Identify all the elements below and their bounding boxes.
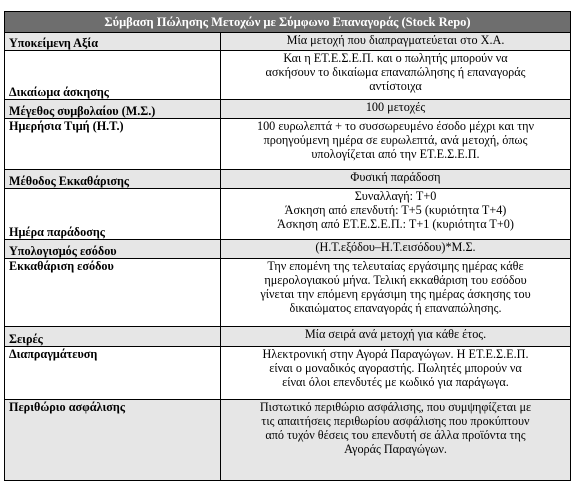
table-row bbox=[5, 100, 571, 118]
table-row bbox=[5, 240, 571, 258]
row-label-underlying: Υποκείμενη Αξία bbox=[5, 32, 221, 50]
row-value-income-calc bbox=[221, 240, 571, 258]
value-line: Μία μετοχή που διαπραγματεύεται στο Χ.Α. bbox=[286, 32, 505, 47]
value-line: (Η.Τ.εξόδου–Η.Τ.εισόδου)*Μ.Σ. bbox=[315, 240, 476, 255]
value-line: είναι ο μοναδικός αγοραστής. Πωλητές μπορούν να bbox=[269, 361, 522, 376]
row-label-contract-size: Μέγεθος συμβολαίου (Μ.Σ.) bbox=[5, 100, 221, 118]
row-value-series bbox=[221, 327, 571, 347]
row-label-margin: Περιθώριο ασφάλισης bbox=[5, 400, 221, 481]
row-label-settlement-method: Μέθοδος Εκκαθάρισης bbox=[5, 169, 221, 189]
value-line: γίνεται την επόμενη εργάσιμη της ημέρας άσκησης του bbox=[260, 286, 531, 301]
value-line: Μία σειρά ανά μετοχή για κάθε έτος. bbox=[304, 327, 487, 342]
table-row bbox=[5, 169, 571, 189]
value-line: από τυχόν θέσεις του επενδυτή σε άλλα προϊόντα της bbox=[265, 428, 526, 443]
value-line: ημερολογιακού μήνα. Τελική εκκαθάριση του εσόδου bbox=[264, 272, 527, 287]
value-line: δικαιώματος επαναγοράς ή επαναπώλησης. bbox=[289, 300, 502, 315]
row-value-delivery-day bbox=[221, 189, 571, 240]
row-label-delivery-day: Ημέρα παράδοσης bbox=[5, 189, 221, 240]
value-line: Συναλλαγή: Τ+0 bbox=[354, 189, 437, 204]
value-line: Άσκηση από επενδυτή: Τ+5 (κυριότητα Τ+4) bbox=[284, 203, 507, 218]
row-value-contract-size bbox=[221, 100, 571, 118]
row-value-daily-price bbox=[221, 118, 571, 169]
row-label-series: Σειρές bbox=[5, 327, 221, 347]
value-line: προηγούμενη ημέρα σε ευρωλεπτά, ανά μετοχή, όπως bbox=[263, 132, 528, 147]
row-value-trading bbox=[221, 347, 571, 400]
table-row bbox=[5, 32, 571, 50]
value-line: Ηλεκτρονική στην Αγορά Παραγώγων. Η ΕΤ.Ε.Σ.Ε.Π. bbox=[262, 347, 529, 362]
table-row bbox=[5, 400, 571, 481]
value-line: υπολογίζεται από την ΕΤ.Ε.Σ.Ε.Π. bbox=[311, 146, 480, 161]
table-title: Σύμβαση Πώλησης Μετοχών με Σύμφωνο Επαναγοράς (Stock Repo) bbox=[5, 12, 571, 33]
row-value-income-settlement bbox=[221, 258, 571, 327]
value-line: τις απαιτήσεις περιθωρίου ασφάλισης που προκύπτουν bbox=[261, 414, 530, 429]
row-value-exercise-right bbox=[221, 51, 571, 100]
value-line: Την επομένη της τελευταίας εργάσιμης ημέρας κάθε bbox=[267, 258, 524, 273]
row-label-daily-price: Ημερήσια Τιμή (Η.Τ.) bbox=[5, 118, 221, 169]
row-label-exercise-right: Δικαίωμα άσκησης bbox=[5, 51, 221, 100]
stock-repo-spec-table bbox=[4, 11, 571, 481]
value-line: 100 μετοχές bbox=[365, 100, 426, 115]
row-value-margin bbox=[221, 400, 571, 481]
value-line: Άσκηση από ΕΤ.Ε.Σ.Ε.Π.: Τ+1 (κυριότητα Τ+0) bbox=[277, 217, 514, 232]
value-line: ασκήσουν το δικαίωμα επαναπώλησης ή επαναγοράς bbox=[265, 65, 526, 80]
row-label-income-calc: Υπολογισμός εσόδου bbox=[5, 240, 221, 258]
value-line: είναι όλοι επενδυτές με κωδικό για παράγωγα. bbox=[282, 375, 509, 390]
row-value-settlement-method bbox=[221, 169, 571, 189]
value-line: Και η ΕΤ.Ε.Σ.Ε.Π. και ο πωλητής μπορούν να bbox=[283, 51, 508, 66]
row-value-underlying bbox=[221, 32, 571, 50]
table-row bbox=[5, 327, 571, 347]
value-line: Πιστωτικό περιθώριο ασφάλισης, που συμψηφίζεται με bbox=[259, 400, 532, 415]
row-label-trading: Διαπραγμάτευση bbox=[5, 347, 221, 400]
table-row bbox=[5, 347, 571, 400]
value-line: 100 ευρωλεπτά + το συσσωρευμένο έσοδο μέχρι και την bbox=[256, 118, 534, 133]
table-row bbox=[5, 51, 571, 100]
value-line: Φυσική παράδοση bbox=[350, 169, 441, 184]
value-line: Αγοράς Παραγώγων. bbox=[344, 442, 447, 457]
table-row bbox=[5, 118, 571, 169]
value-line: αντίστοιχα bbox=[369, 79, 422, 94]
row-label-income-settlement: Εκκαθάριση εσόδου bbox=[5, 258, 221, 327]
table-row bbox=[5, 189, 571, 240]
table-row bbox=[5, 258, 571, 327]
